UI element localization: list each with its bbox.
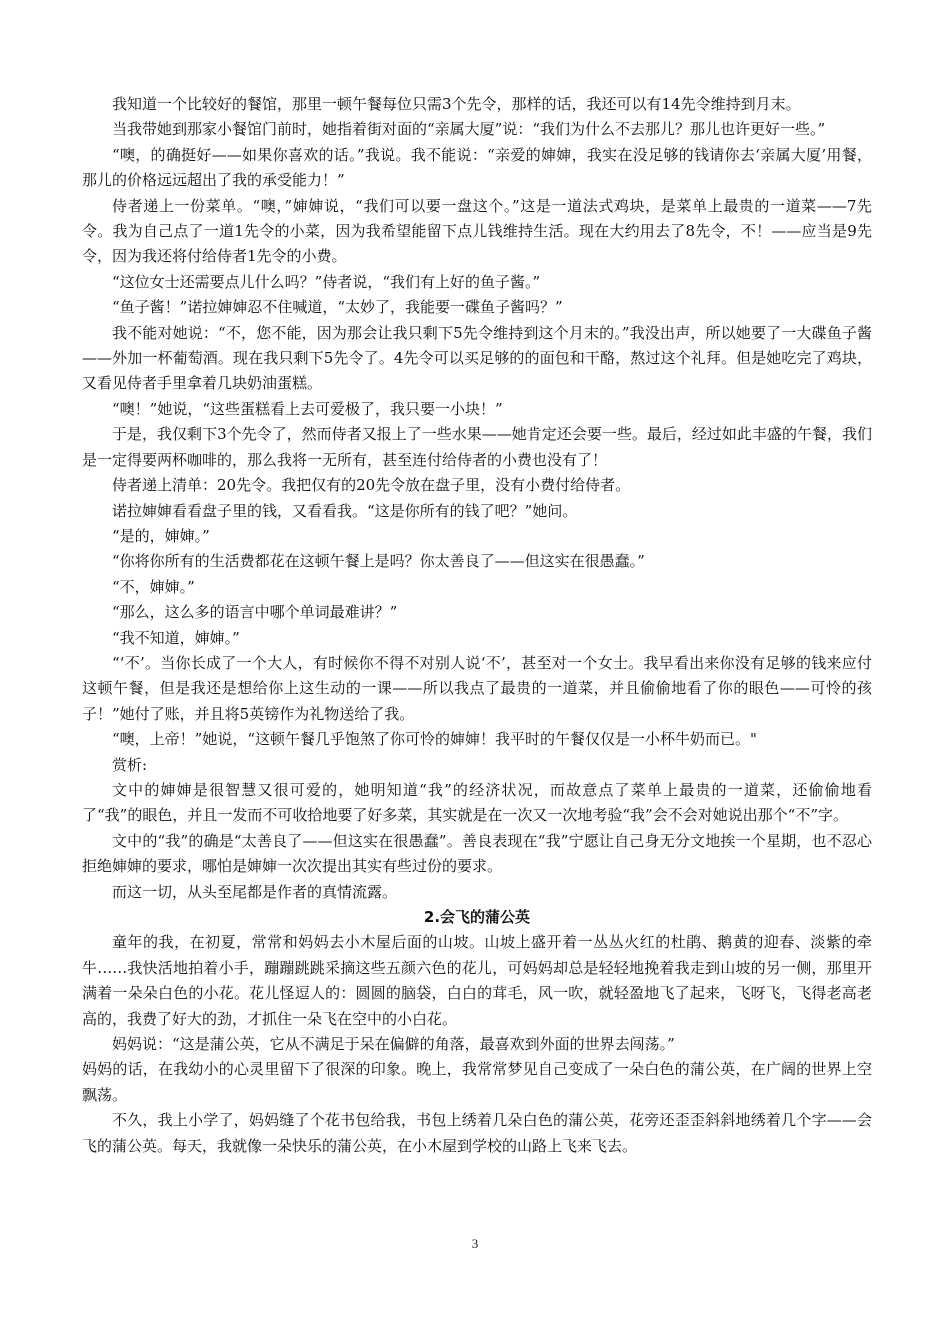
paragraph: 而这一切，从头至尾都是作者的真情流露。 (112, 882, 398, 901)
paragraph: “你将你所有的生活费都花在这顿午餐上是吗？你太善良了——但这实在很愚蠢。” (112, 552, 645, 571)
paragraph: 当我带她到那家小餐馆门前时，她指着街对面的“亲属大厦”说：“我们为什么不去那儿？那儿也许更好一些。” (112, 120, 826, 139)
paragraph: 不久，我上小学了，妈妈缝了个花书包给我，书包上绣着几朵白色的蒲公英，花旁还歪歪斜斜地绣着几个字——会飞的蒲公英。每天，我就像一朵快乐的蒲公英，在小木屋到学校的山路上飞来飞去。 (82, 1111, 872, 1155)
paragraph: 我知道一个比较好的餐馆，那里一顿午餐每位只需3个先令，那样的话，我还可以有14先令维持到月末。 (112, 95, 801, 113)
paragraph: “我不知道，婶婶。” (112, 628, 240, 647)
paragraph: 妈妈的话，在我幼小的心灵里留下了很深的印象。晚上，我常常梦见自己变成了一朵白色的蒲公英，在广阔的世界上空飘荡。 (82, 1060, 872, 1104)
appreciation-label: 赏析: (112, 755, 148, 774)
paragraph: “鱼子酱！”诺拉婶婶忍不住喊道，“太妙了，我能要一碟鱼子酱吗？” (112, 298, 563, 317)
paragraph: 于是，我仅剩下3个先令了，然而侍者又报上了一些水果——她肯定还会要一些。最后，经过如此丰盛的午餐，我们是一定得要两杯咖啡的，那么我将一无所有，甚至连付给侍者的小费也没有了！ (82, 425, 872, 469)
page-number: 3 (471, 1236, 479, 1251)
paragraph: 诺拉婶婶看看盘子里的钱，又看看我。“这是你所有的钱了吧？”她问。 (112, 501, 578, 520)
paragraph: 文中的“我”的确是“太善良了——但这实在很愚蠢”。善良表现在“我”宁愿让自己身无分文地挨一个星期，也不忍心拒绝婶婶的要求，哪怕是婶婶一次次提出其实有些过份的要求。 (82, 831, 872, 876)
paragraph: 文中的婶婶是很智慧又很可爱的，她明知道“我”的经济状况，而故意点了菜单上最贵的一道菜，还偷偷地看了“我”的眼色，并且一发而不可收拾地要了好多菜，其实就是在一次又一次地考验“我”会不会对她说出那个“不”字。 (82, 780, 872, 825)
paragraph: “是的，婶婶。” (112, 526, 210, 545)
paragraph: “噢，的确挺好——如果你喜欢的话。”我说。我不能说：“亲爱的婶婶，我实在没足够的钱请你去‘亲属大厦’用餐，那儿的价格远远超出了我的承受能力！” (82, 145, 872, 190)
paragraph: 童年的我，在初夏，常常和妈妈去小木屋后面的山坡。山坡上盛开着一丛丛火红的杜鹃、鹅黄的迎春、淡紫的牵牛……我快活地拍着小手，蹦蹦跳跳采摘这些五颜六色的花儿，可妈妈却总是轻轻地挽着我走到山坡的另一侧，那里开满着一朵朵白色的小花。花儿怪逗人的：圆圆的脑袋，白白的茸毛，风一吹，就轻盈地飞了起来，飞呀飞，飞得老高老高的，我费了好大的劲，才抓住一朵飞在空中的小白花。 (82, 933, 872, 1028)
paragraph: 我不能对她说：“不，您不能，因为那会让我只剩下5先令维持到这个月末的。”我没出声，所以她要了一大碟鱼子酱——外加一杯葡萄酒。现在我只剩下5先令了。4先令可以买足够的的面包和干酪，熬过这个礼拜。但是她吃完了鸡块，又看见侍者手里拿着几块奶油蛋糕。 (82, 323, 872, 393)
paragraph: “那么，这么多的语言中哪个单词最难讲？” (112, 603, 398, 622)
paragraph: “不，婶婶。” (112, 577, 195, 596)
paragraph: 妈妈说：“这是蒲公英，它从不满足于呆在偏僻的角落，最喜欢到外面的世界去闯荡。” (112, 1035, 675, 1054)
paragraph: “这位女士还需要点儿什么吗？”侍者说，“我们有上好的鱼子酱。” (112, 272, 541, 291)
section-heading: 2.会飞的蒲公英 (423, 908, 531, 926)
paragraph: “噢，上帝！”她说，“这顿午餐几乎饱煞了你可怜的婶婶！我平时的午餐仅仅是一小杯牛奶而已。" (112, 730, 757, 749)
paragraph: 侍者递上一份菜单。“噢，”婶婶说，“我们可以要一盘这个。”这是一道法式鸡块，是菜单上最贵的一道菜——7先令。我为自己点了一道1先令的小菜，因为我希望能留下点儿钱维持生活。现在大约用去了8先令，不！——应当是9先令，因为我还将付给侍者1先令的小费。 (82, 196, 872, 266)
paragraph: “噢！”她说，“这些蛋糕看上去可爱极了，我只要一小块！” (112, 399, 503, 418)
paragraph: “‘不’。当你长成了一个大人，有时候你不得不对别人说‘不’，甚至对一个女士。我早看出来你没有足够的钱来应付这顿午餐，但是我还是想给你上这生动的一课——所以我点了最贵的一道菜，并且偷偷地看了你的眼色——可怜的孩子！”她付了账，并且将5英镑作为礼物送给了我。 (82, 653, 872, 723)
paragraph: 侍者递上清单：20先令。我把仅有的20先令放在盘子里，没有小费付给侍者。 (112, 476, 631, 495)
